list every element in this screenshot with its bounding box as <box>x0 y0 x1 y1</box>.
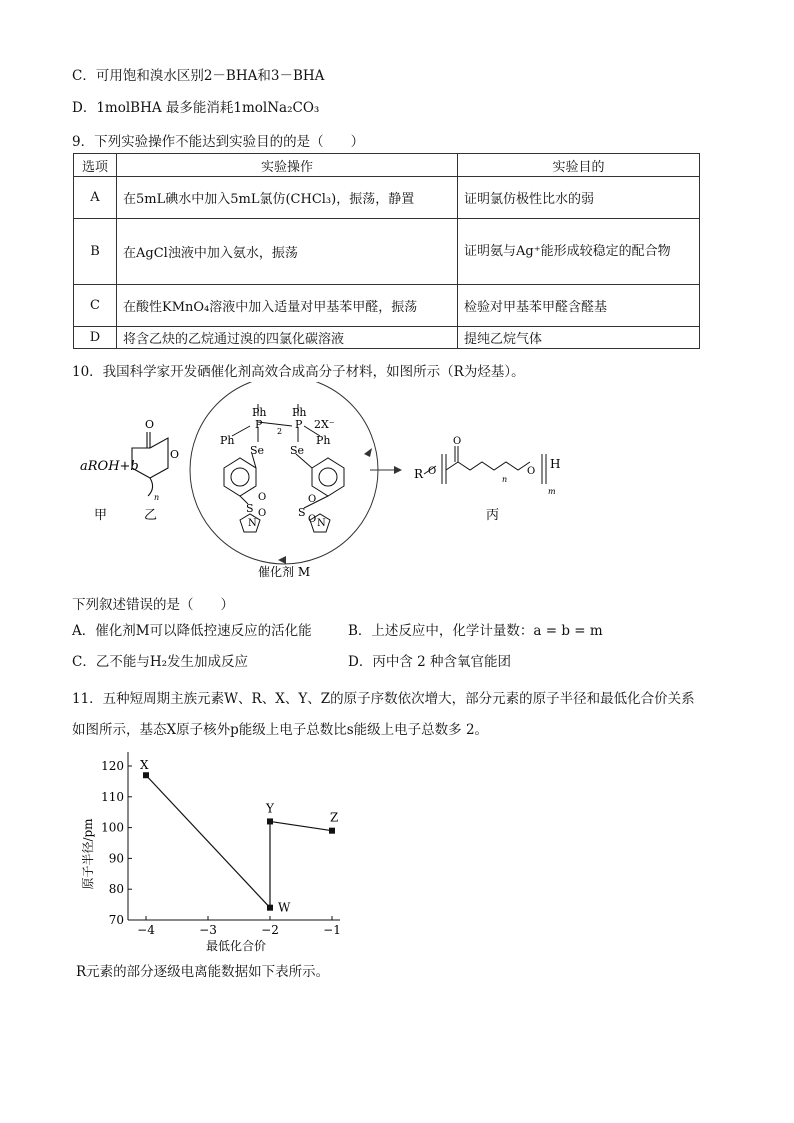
polymer-m: m <box>548 487 556 496</box>
carbonyl-o: O <box>145 418 155 431</box>
table-row <box>74 285 700 327</box>
q10-option-d: D．丙中含 2 种含氧官能团 <box>348 654 511 670</box>
r-label: R <box>414 467 424 481</box>
y-tick-label: 100 <box>101 820 124 835</box>
x-tick-label: −2 <box>261 923 279 937</box>
row-operation: 在AgCl浊液中加入氨水，振荡 <box>117 219 458 285</box>
label-yi: 乙 <box>144 508 158 523</box>
y-axis-label: 原子半径/pm <box>81 818 95 890</box>
q8-option-d: D．1molBHA 最多能消耗1molNa₂CO₃ <box>72 100 320 116</box>
table-row <box>74 177 700 219</box>
chart-axes <box>128 752 340 920</box>
row-purpose: 检验对甲基苯甲醛含醛基 <box>458 285 700 327</box>
x-tick-label: −1 <box>323 923 341 937</box>
table-row <box>74 327 700 349</box>
row-purpose: 证明氨与Ag⁺能形成较稳定的配合物 <box>458 219 700 285</box>
row-operation: 将含乙炔的乙烷通过溴的四氯化碳溶液 <box>117 327 458 349</box>
row-option: D <box>74 327 117 349</box>
h-label: H <box>550 457 561 471</box>
point-label: Y <box>266 801 274 816</box>
q10-option-b: B．上述反应中，化学计量数：a = b = m <box>348 623 603 639</box>
reactant-text: aROH+b <box>80 459 139 474</box>
line-y-z <box>270 821 332 830</box>
charge-label: 2X⁻ <box>314 418 335 431</box>
row-option: B <box>74 219 117 285</box>
x-axis-label: 最低化合价 <box>205 939 267 953</box>
se-label: Se <box>250 444 265 457</box>
q10-reaction-figure <box>72 382 632 582</box>
table-header-row <box>74 154 700 177</box>
row-operation: 在酸性KMnO₄溶液中加入适量对甲基苯甲醛，振荡 <box>117 285 458 327</box>
p-label: P <box>255 418 263 431</box>
y-tick-label: 110 <box>101 789 124 804</box>
row-option: C <box>74 285 117 327</box>
q10-stem: 10．我国科学家开发硒催化剂高效合成高分子材料，如图所示（R为烃基）。 <box>72 364 525 380</box>
so2-o: O <box>258 508 267 519</box>
so2-o: O <box>258 492 267 503</box>
ph-label: Ph <box>252 406 267 419</box>
ph-label: Ph <box>220 434 235 447</box>
y-tick-label: 90 <box>108 851 124 866</box>
header-purpose: 实验目的 <box>458 154 700 177</box>
q11-stem-line1: 11．五种短周期主族元素W、R、X、Y、Z的原子序数依次增大，部分元素的原子半径和最低化合价关系 <box>72 691 695 707</box>
polymer-o: O <box>453 436 462 447</box>
polymer-o: O <box>527 466 536 477</box>
ph-label: Ph <box>292 406 307 419</box>
point-label: X <box>140 758 149 773</box>
se-label: Se <box>290 444 305 457</box>
radius-chart <box>76 746 366 956</box>
label-jia: 甲 <box>94 508 108 523</box>
q9-table <box>73 153 700 349</box>
data-point <box>267 818 273 824</box>
q11-after-chart: R元素的部分逐级电离能数据如下表所示。 <box>76 964 330 980</box>
line-x-w <box>146 775 270 907</box>
n-label: N <box>317 518 326 529</box>
data-point <box>329 828 335 834</box>
p-label: P <box>295 418 303 431</box>
data-point <box>143 772 149 778</box>
chain-2: 2 <box>277 427 283 436</box>
reaction-arrow-head <box>394 466 402 474</box>
chart-ticks <box>101 759 341 937</box>
ring-o: O <box>170 448 180 461</box>
data-point <box>267 905 273 911</box>
point-label: Z <box>330 810 339 825</box>
n-label: N <box>248 518 257 529</box>
y-tick-label: 70 <box>108 913 124 927</box>
q9-stem: 9．下列实验操作不能达到实验目的的是（ ） <box>72 134 365 150</box>
polymer-n: n <box>502 475 508 484</box>
polymer-o: O <box>428 466 437 477</box>
y-tick-label: 120 <box>101 759 124 773</box>
so2-o: O <box>308 514 317 525</box>
row-option: A <box>74 177 117 219</box>
ph-label: Ph <box>316 434 331 447</box>
x-tick-label: −3 <box>199 923 217 937</box>
row-operation: 在5mL碘水中加入5mL氯仿(CHCl₃)，振荡，静置 <box>117 177 458 219</box>
cycle-arrow-top <box>364 448 372 457</box>
catalytic-cycle <box>190 382 378 564</box>
s-label: S <box>298 506 306 519</box>
row-purpose: 提纯乙烷气体 <box>458 327 700 349</box>
header-option: 选项 <box>74 154 117 177</box>
q10-option-c: C．乙不能与H₂发生加成反应 <box>72 654 249 670</box>
chart-points <box>140 758 338 914</box>
header-operation: 实验操作 <box>117 154 458 177</box>
so2-o: O <box>308 494 317 505</box>
q10-prompt: 下列叙述错误的是（ ） <box>72 597 234 613</box>
q10-option-a: A．催化剂M可以降低控速反应的活化能 <box>72 623 312 639</box>
s-label: S <box>246 502 254 515</box>
polymer-structure <box>424 446 546 484</box>
cycle-arrow-bottom <box>278 556 286 564</box>
q8-option-c: C．可用饱和溴水区别2－BHA和3－BHA <box>72 68 325 84</box>
point-label: W <box>278 900 291 915</box>
catalyst-label: 催化剂 M <box>258 565 311 579</box>
ring-n: n <box>154 493 160 502</box>
label-bing: 丙 <box>486 508 500 523</box>
row-purpose: 证明氯仿极性比水的弱 <box>458 177 700 219</box>
y-tick-label: 80 <box>108 882 124 897</box>
chart-lines <box>146 775 332 907</box>
q11-stem-line2: 如图所示，基态X原子核外p能级上电子总数比s能级上电子总数多 2。 <box>72 722 489 738</box>
x-tick-label: −4 <box>137 923 155 937</box>
table-row <box>74 219 700 285</box>
